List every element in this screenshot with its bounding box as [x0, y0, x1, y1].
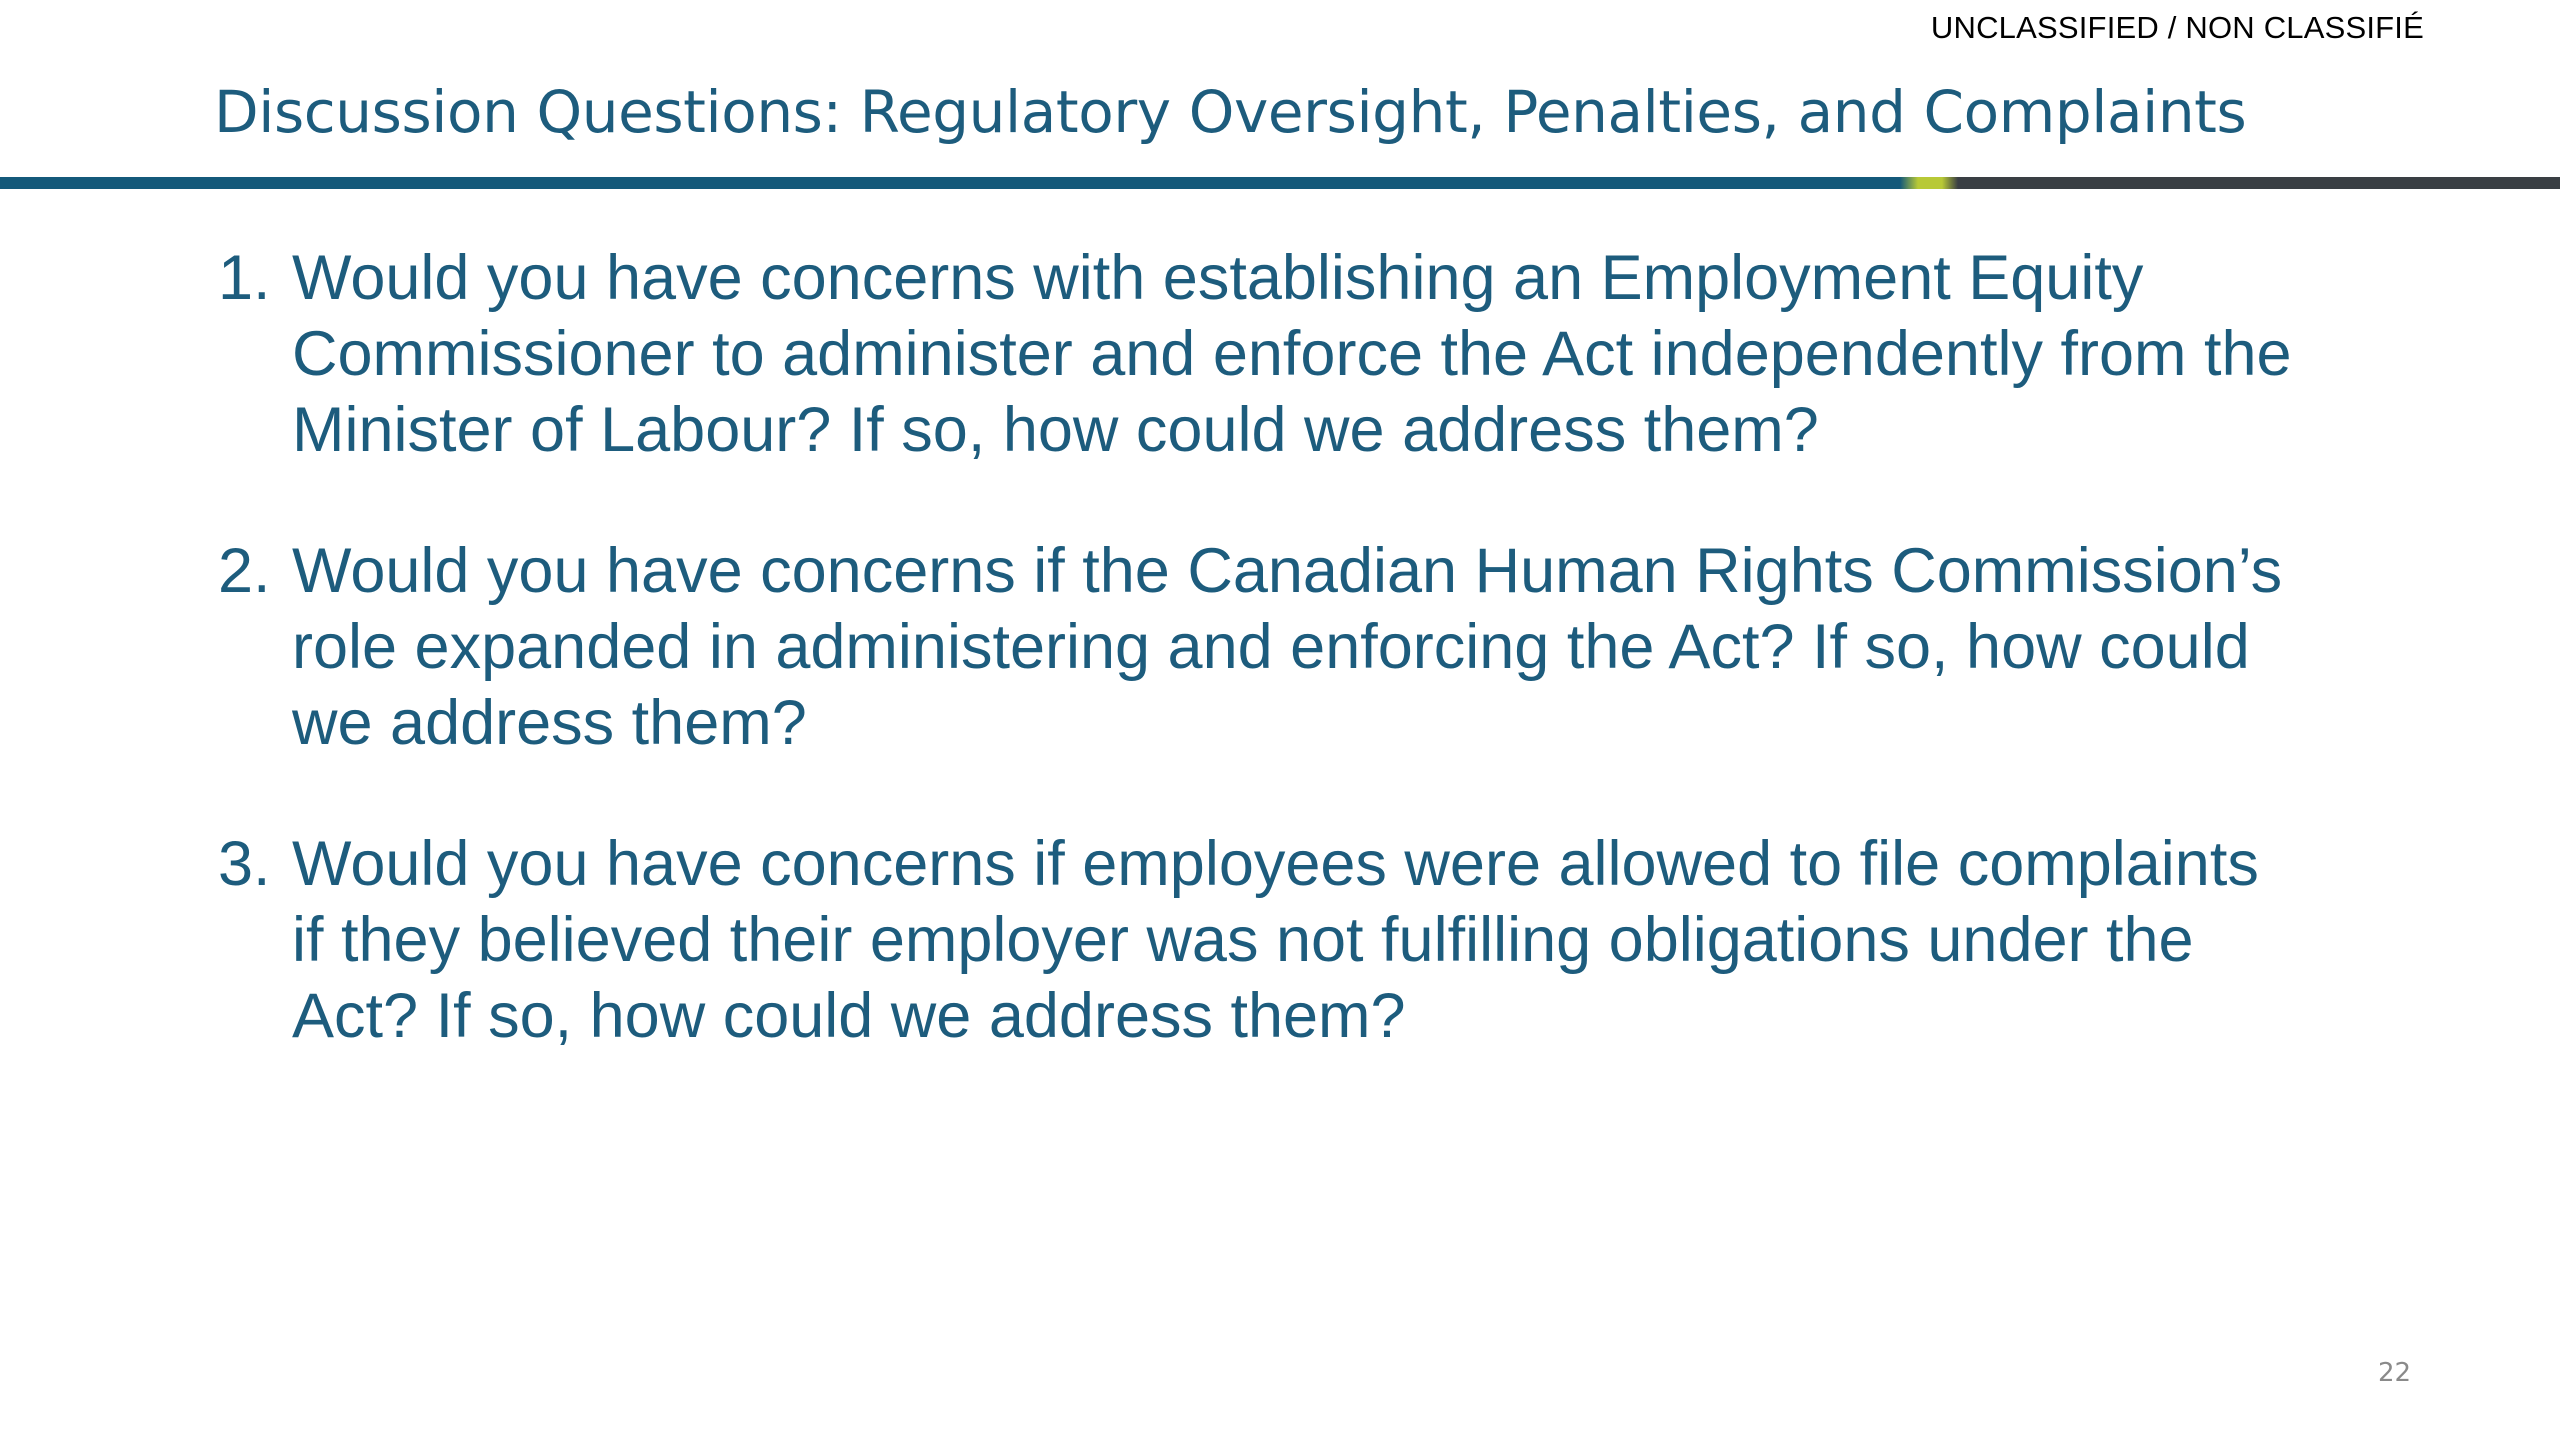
- question-text: Would you have concerns if employees were allowed to file complaints if they believed their employer was not fulfilling obligations under the Act? If so, how could we address them?: [292, 829, 2259, 1051]
- question-text: Would you have concerns if the Canadian Human Rights Commission’s role expanded in administering and enforcing the Act? If so, how could we address them?: [292, 536, 2283, 758]
- question-number: 3.: [218, 829, 271, 899]
- classification-label: UNCLASSIFIED / NON CLASSIFIÉ: [1930, 10, 2424, 45]
- question-list: [218, 240, 2378, 1119]
- question-number: 2.: [218, 536, 271, 606]
- question-text: Would you have concerns with establishing an Employment Equity Commissioner to administer and enforce the Act independently from the Minister of Labour? If so, how could we address them?: [292, 243, 2292, 465]
- question-item: [218, 533, 2378, 761]
- page-number: 22: [2378, 1358, 2412, 1388]
- question-number: 1.: [218, 243, 271, 313]
- slide-title: Discussion Questions: Regulatory Oversight, Penalties, and Complaints: [214, 78, 2247, 146]
- question-item: [218, 240, 2378, 468]
- title-divider: [0, 177, 2560, 189]
- question-item: [218, 826, 2378, 1054]
